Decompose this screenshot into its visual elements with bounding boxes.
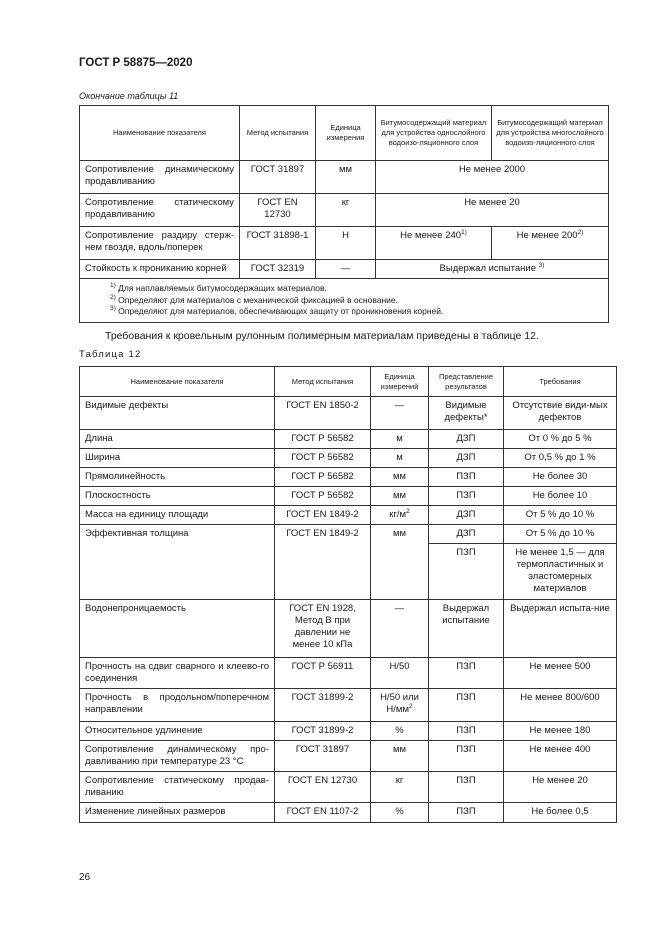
- footnote-text: Для наплавляемых битумосодержащих материалов.: [118, 283, 327, 293]
- cell-requirement: Не более 30: [504, 468, 617, 487]
- cell-method: ГОСТ EN 1107-2: [275, 803, 371, 823]
- cell-name: Прямолинейность: [80, 468, 275, 487]
- t11-header-single: Битумосодержащий материал для устройства однослойного водоизо-ляционного слоя: [376, 106, 492, 161]
- footnote-mark: 1): [461, 228, 467, 236]
- cell-method: ГОСТ EN 12730: [240, 194, 316, 227]
- cell-name: Прочность на сдвиг сварного и клеево-го соединения: [80, 658, 275, 689]
- cell-method: ГОСТ EN 1850-2: [275, 397, 371, 430]
- cell-name: Сопротивление раздиру стерж-нем гвоздя, вдоль/поперек: [80, 227, 240, 260]
- cell-method: ГОСТ EN 12730: [275, 772, 371, 803]
- cell-unit: —: [371, 397, 429, 430]
- footnote-text: Определяют для материалов с механической фиксацией в основание.: [118, 294, 399, 305]
- cell-name: Прочность в продольном/поперечном направлении: [80, 689, 275, 722]
- table-row: [80, 600, 617, 658]
- cell-name: Сопротивление динамическому продавливанию: [80, 161, 240, 194]
- footnote: [110, 283, 600, 295]
- cell-name: Масса на единицу площади: [80, 506, 275, 525]
- cell-method: ГОСТ 31899-2: [275, 722, 371, 741]
- cell-unit: мм: [371, 487, 429, 506]
- t11-header-multi: Битумосодержащий материал для устройства многослойного водоизо-ляционного слоя: [492, 106, 609, 161]
- cell-unit: мм: [316, 161, 376, 194]
- table-row: [80, 525, 617, 544]
- table-row: [80, 658, 617, 689]
- footnote: [110, 295, 600, 307]
- cell-presentation: ПЗП: [429, 487, 504, 506]
- cell-requirement: Отсутствие види-мых дефектов: [504, 397, 617, 430]
- unit-superscript: 2: [408, 702, 413, 710]
- value-text: Выдержал испытание: [439, 263, 537, 274]
- cell-requirement: Не менее 400: [504, 741, 617, 772]
- cell-name: Сопротивление статическому продав-ливанию: [80, 772, 275, 803]
- cell-requirement: Не менее 20: [504, 772, 617, 803]
- cell-name: Изменение линейных размеров: [80, 803, 275, 823]
- cell-method: ГОСТ 32319: [240, 260, 316, 279]
- cell-name: Эффективная толщина: [80, 525, 275, 600]
- cell-value: Не менее 2000: [376, 161, 609, 194]
- cell-requirement: Выдержал испыта-ние: [504, 600, 617, 658]
- unit-superscript: 2: [406, 507, 410, 515]
- table-row: [80, 741, 617, 772]
- cell-unit: —: [371, 600, 429, 658]
- cell-requirement: От 0,5 % до 1 %: [504, 449, 617, 468]
- cell-presentation: ДЗП: [429, 430, 504, 449]
- table-row: [80, 468, 617, 487]
- cell-requirement: Не менее 1,5 — для термопластичных и эластомерных материалов: [504, 544, 617, 600]
- cell-requirement: Не менее 800/600: [504, 689, 617, 722]
- cell-value-single: [376, 227, 492, 260]
- cell-presentation: ПЗП: [429, 544, 504, 600]
- body-paragraph: Требования к кровельным рулонным полимерным материалам приведены в таблице 12.: [105, 330, 539, 342]
- table-row: [80, 194, 609, 227]
- cell-method: ГОСТ 31899-2: [275, 689, 371, 722]
- cell-unit: мм: [371, 741, 429, 772]
- cell-unit: %: [371, 722, 429, 741]
- cell-unit: [371, 506, 429, 525]
- cell-presentation: ПЗП: [429, 658, 504, 689]
- table-row: [80, 487, 617, 506]
- cell-name: Плоскостность: [80, 487, 275, 506]
- cell-method: ГОСТ EN 1928, Метод В при давлении не менее 10 кПа: [275, 600, 371, 658]
- cell-presentation: ДЗП: [429, 525, 504, 544]
- cell-presentation: ПЗП: [429, 772, 504, 803]
- cell-unit: мм: [371, 468, 429, 487]
- cell-name: Сопротивление статическому продавливанию: [80, 194, 240, 227]
- table-row: [80, 227, 609, 260]
- table-12: [79, 366, 617, 823]
- footnote-mark: 3): [538, 261, 545, 269]
- cell-unit: кг: [371, 772, 429, 803]
- footnote-mark: 3): [110, 305, 116, 313]
- cell-value-multi: [492, 227, 609, 260]
- cell-unit: Н/50: [371, 658, 429, 689]
- cell-presentation: ДЗП: [429, 506, 504, 525]
- document-header: ГОСТ Р 58875—2020: [79, 57, 193, 69]
- cell-value: [376, 260, 609, 279]
- table-row: [80, 430, 617, 449]
- page-number: 26: [79, 872, 91, 883]
- cell-presentation: ПЗП: [429, 689, 504, 722]
- cell-method: ГОСТ EN 1849-2: [275, 506, 371, 525]
- table-11: [79, 105, 609, 323]
- cell-presentation: ПЗП: [429, 741, 504, 772]
- cell-requirement: От 5 % до 10 %: [504, 525, 617, 544]
- cell-name: Относительное удлинение: [80, 722, 275, 741]
- value-text: Не менее 240: [400, 230, 462, 241]
- cell-method: ГОСТ Р 56911: [275, 658, 371, 689]
- t11-header-unit: Единица измерения: [316, 106, 376, 161]
- unit-text: Н/50 или Н/мм: [380, 692, 419, 715]
- cell-unit: %: [371, 803, 429, 823]
- cell-requirement: От 5 % до 10 %: [504, 506, 617, 525]
- t12-header-presentation: Представление результатов: [429, 367, 504, 397]
- cell-name: Ширина: [80, 449, 275, 468]
- footnote-mark: 1): [110, 282, 116, 290]
- cell-name: Видимые дефекты: [80, 397, 275, 430]
- cell-unit: —: [316, 260, 376, 279]
- t11-header-method: Метод испытания: [240, 106, 316, 161]
- cell-requirement: Не менее 180: [504, 722, 617, 741]
- cell-method: ГОСТ 31897: [275, 741, 371, 772]
- table-row: [80, 397, 617, 430]
- footnote-mark: 2): [110, 293, 116, 301]
- table-row: [80, 803, 617, 823]
- cell-name: Сопротивление динамическому про-давливанию при температуре 23 °С: [80, 741, 275, 772]
- t12-header-method: Метод испытания: [275, 367, 371, 397]
- table-row: [80, 161, 609, 194]
- table-row: [80, 449, 617, 468]
- cell-value: Не менее 20: [376, 194, 609, 227]
- cell-requirement: Не менее 500: [504, 658, 617, 689]
- cell-presentation: ПЗП: [429, 722, 504, 741]
- cell-unit: мм: [371, 525, 429, 600]
- table-12-caption: Таблица 12: [79, 349, 142, 360]
- t12-header-unit: Единица измерений: [371, 367, 429, 397]
- cell-method: ГОСТ Р 56582: [275, 430, 371, 449]
- table-11-caption: Окончание таблицы 11: [79, 91, 179, 101]
- t12-header-name: Наименование показателя: [80, 367, 275, 397]
- cell-method: ГОСТ Р 56582: [275, 449, 371, 468]
- cell-requirement: От 0 % до 5 %: [504, 430, 617, 449]
- cell-requirement: Не более 0,5: [504, 803, 617, 823]
- cell-requirement: Не более 10: [504, 487, 617, 506]
- table-notes: [80, 279, 609, 323]
- cell-presentation: ПЗП: [429, 803, 504, 823]
- cell-method: ГОСТ Р 56582: [275, 487, 371, 506]
- cell-method: ГОСТ 31898-1: [240, 227, 316, 260]
- value-text: Не менее 200: [516, 230, 578, 241]
- cell-presentation: Видимые дефекты*: [429, 397, 504, 430]
- cell-unit: м: [371, 430, 429, 449]
- cell-unit: м: [371, 449, 429, 468]
- table-row: [80, 772, 617, 803]
- table-row: [80, 722, 617, 741]
- cell-method: ГОСТ 31897: [240, 161, 316, 194]
- cell-name: Водонепроницаемость: [80, 600, 275, 658]
- footnote-text: Определяют для материалов, обеспечивающих защиту от проникновения корней.: [118, 306, 444, 316]
- table-row: [80, 689, 617, 722]
- t11-header-name: Наименование показателя: [80, 106, 240, 161]
- unit-text: кг/м: [389, 509, 407, 520]
- table-notes-row: [80, 279, 609, 323]
- t12-header-requirements: Требования: [504, 367, 617, 397]
- table-row: [80, 260, 609, 279]
- footnote: [110, 306, 600, 318]
- cell-name: Длина: [80, 430, 275, 449]
- cell-unit: кг: [316, 194, 376, 227]
- cell-unit: Н: [316, 227, 376, 260]
- footnote-mark: 2): [577, 228, 584, 236]
- cell-unit: [371, 689, 429, 722]
- table-row: [80, 506, 617, 525]
- cell-presentation: ПЗП: [429, 468, 504, 487]
- cell-name: Стойкость к прониканию корней: [80, 260, 240, 279]
- cell-presentation: ДЗП: [429, 449, 504, 468]
- cell-presentation: Выдержал испытание: [429, 600, 504, 658]
- cell-method: ГОСТ Р 56582: [275, 468, 371, 487]
- cell-method: ГОСТ EN 1849-2: [275, 525, 371, 600]
